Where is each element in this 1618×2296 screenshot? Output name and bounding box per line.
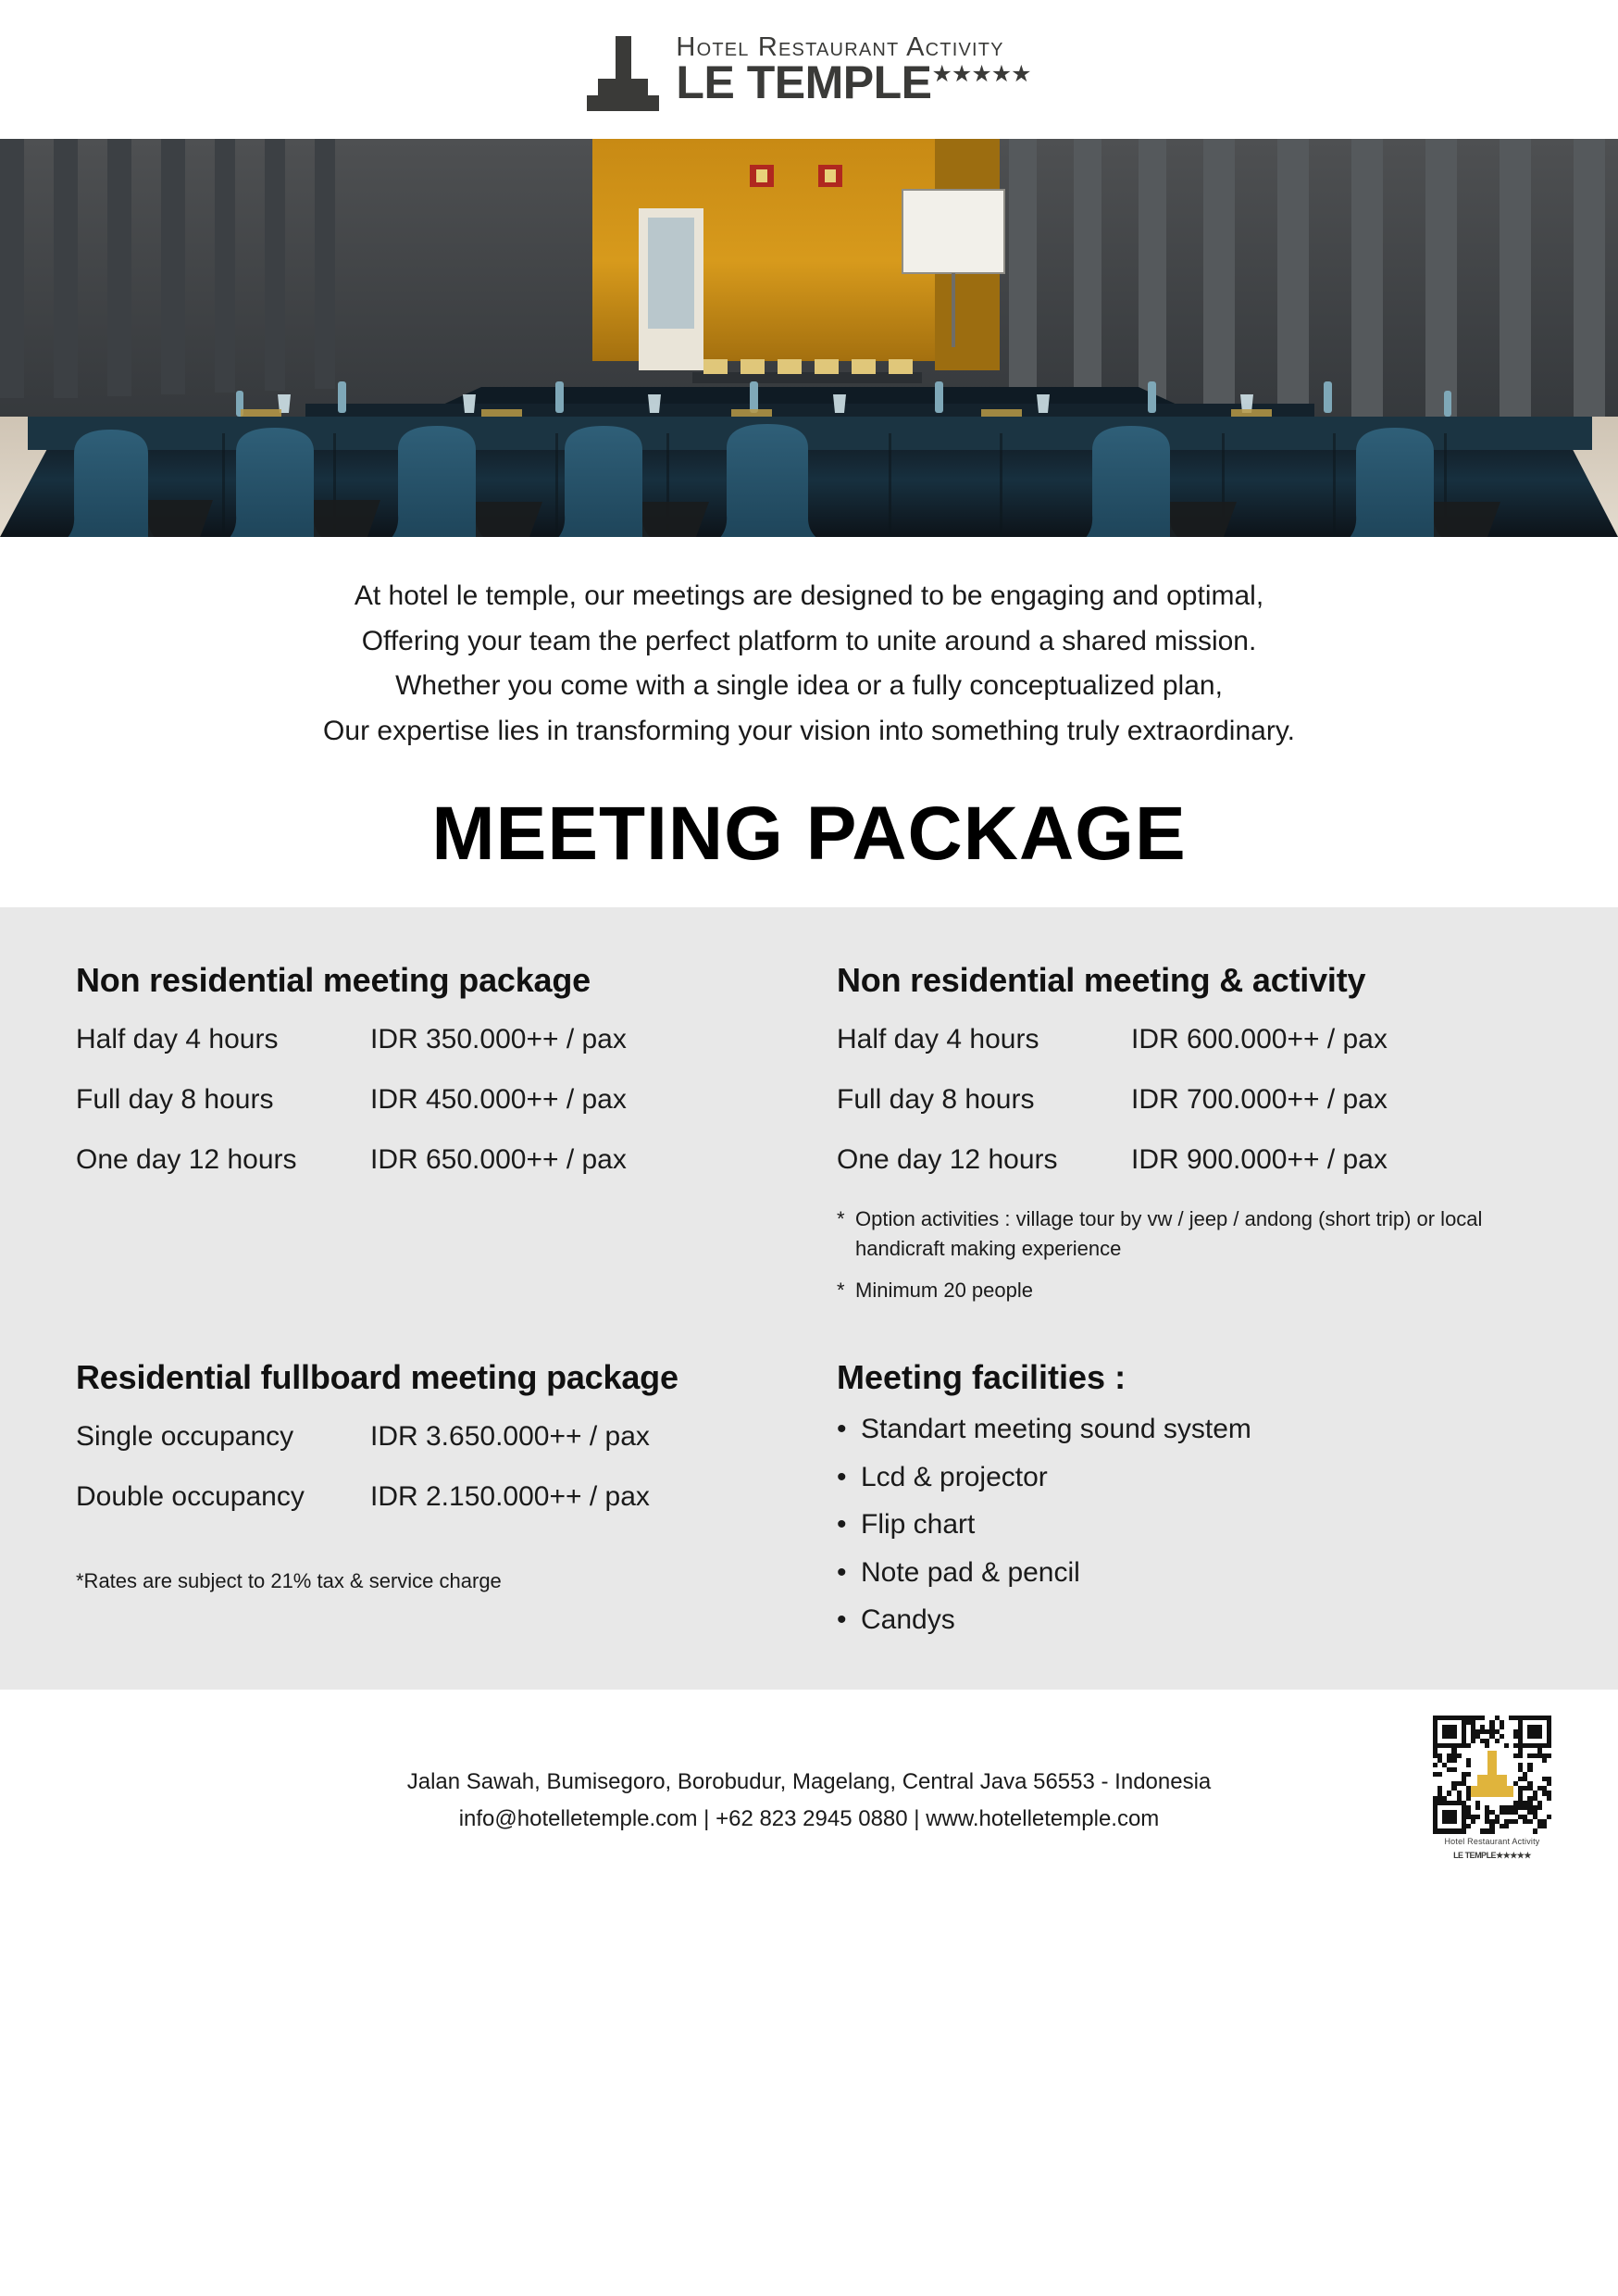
- price-label: Single occupancy: [76, 1421, 294, 1453]
- section-heading: Non residential meeting & activity: [837, 961, 1366, 1000]
- packages-panel: [0, 907, 1618, 1689]
- note-marker: *: [837, 1278, 845, 1302]
- list-item: [837, 1509, 1542, 1541]
- contact-block: [407, 1764, 1212, 1837]
- note-text: Minimum 20 people: [855, 1278, 1033, 1302]
- facility-label: Note pad & pencil: [861, 1556, 1080, 1588]
- price-amount: IDR 3.650.000++ / pax: [370, 1421, 650, 1453]
- section-residential-fullboard: [76, 1358, 781, 1653]
- bullet-icon: •: [837, 1604, 847, 1636]
- brand-stars: ★★★★★: [931, 61, 1031, 88]
- intro-line-2: Offering your team the perfect platform to unite around a shared mission.: [361, 625, 1257, 656]
- price-row: [76, 1024, 781, 1054]
- price-label: Full day 8 hours: [837, 1084, 1035, 1116]
- price-label: One day 12 hours: [76, 1144, 297, 1176]
- price-label: One day 12 hours: [837, 1144, 1058, 1176]
- bullet-icon: •: [837, 1414, 847, 1445]
- price-amount: IDR 450.000++ / pax: [370, 1084, 627, 1116]
- list-item: [837, 1604, 1542, 1637]
- price-row: [837, 1084, 1542, 1115]
- list-item: [837, 1557, 1542, 1590]
- price-label: Double occupancy: [76, 1481, 305, 1513]
- price-row: [76, 1421, 781, 1452]
- price-label: Half day 4 hours: [837, 1024, 1039, 1055]
- intro-block: [0, 537, 1618, 754]
- qr-caption-name: [1433, 1846, 1551, 1861]
- facility-label: Flip chart: [861, 1509, 976, 1541]
- price-amount: IDR 700.000++ / pax: [1131, 1084, 1388, 1116]
- qr-caption-stars: ★★★★★: [1496, 1850, 1531, 1860]
- price-amount: IDR 600.000++ / pax: [1131, 1024, 1388, 1055]
- qr-code-icon[interactable]: [1433, 1716, 1551, 1834]
- brand-tagline: Hotel Restaurant Activity: [676, 32, 1004, 63]
- price-amount: IDR 350.000++ / pax: [370, 1024, 627, 1055]
- section-meeting-facilities: [837, 1358, 1542, 1653]
- temple-stupa-icon: [587, 31, 659, 108]
- price-label: Full day 8 hours: [76, 1084, 274, 1116]
- price-row: [837, 1144, 1542, 1175]
- section-heading: Meeting facilities :: [837, 1358, 1126, 1397]
- section-non-residential: [76, 961, 781, 1317]
- qr-center-temple-icon: [1470, 1749, 1514, 1799]
- note-marker: *: [837, 1207, 845, 1231]
- page-header: [0, 0, 1618, 139]
- bullet-icon: •: [837, 1461, 847, 1492]
- qr-code-block[interactable]: [1433, 1716, 1551, 1861]
- price-label: Half day 4 hours: [76, 1024, 279, 1055]
- price-amount: IDR 650.000++ / pax: [370, 1144, 627, 1176]
- section-non-residential-activity: [837, 961, 1542, 1317]
- price-amount: IDR 2.150.000++ / pax: [370, 1481, 650, 1513]
- price-row: [837, 1024, 1542, 1054]
- tax-disclaimer: *Rates are subject to 21% tax & service charge: [76, 1569, 502, 1593]
- facility-label: Standart meeting sound system: [861, 1414, 1251, 1445]
- qr-caption: [1433, 1837, 1551, 1861]
- packages-row-1: [76, 961, 1542, 1317]
- brand-wordmark: [676, 32, 1031, 109]
- price-row: [76, 1481, 781, 1512]
- facility-label: Lcd & projector: [861, 1461, 1048, 1492]
- price-amount: IDR 900.000++ / pax: [1131, 1144, 1388, 1176]
- price-row: [76, 1144, 781, 1175]
- intro-line-1: At hotel le temple, our meetings are designed to be engaging and optimal,: [354, 580, 1264, 611]
- intro-line-4: Our expertise lies in transforming your vision into something truly extraordinary.: [323, 715, 1295, 746]
- note-text: Option activities : village tour by vw / jeep / andong (short trip) or local handicraft making experience: [855, 1207, 1483, 1260]
- packages-row-2: [76, 1358, 1542, 1653]
- minimum-people-note: [837, 1276, 1542, 1304]
- meeting-room-photo: [0, 139, 1618, 537]
- bullet-icon: •: [837, 1556, 847, 1588]
- list-item: [837, 1414, 1542, 1446]
- qr-caption-tagline: Hotel Restaurant Activity: [1444, 1836, 1540, 1846]
- qr-caption-brand: LE TEMPLE: [1453, 1850, 1497, 1860]
- contact-line[interactable]: info@hotelletemple.com | +62 823 2945 0880 | www.hotelletemple.com: [458, 1805, 1160, 1831]
- section-heading: Residential fullboard meeting package: [76, 1358, 678, 1397]
- address-line: Jalan Sawah, Bumisegoro, Borobudur, Magelang, Central Java 56553 - Indonesia: [406, 1768, 1212, 1794]
- bullet-icon: •: [837, 1509, 847, 1541]
- intro-line-3: Whether you come with a single idea or a fully conceptualized plan,: [395, 670, 1223, 702]
- facility-label: Candys: [861, 1604, 955, 1636]
- list-item: [837, 1462, 1542, 1494]
- brand-name: LE TEMPLE: [676, 56, 932, 109]
- brand-logo: [587, 31, 1030, 108]
- section-heading: Non residential meeting package: [76, 961, 591, 1000]
- page-title: MEETING PACKAGE: [0, 754, 1618, 907]
- page-footer: [0, 1690, 1618, 1912]
- price-row: [76, 1084, 781, 1115]
- activity-note: [837, 1204, 1542, 1262]
